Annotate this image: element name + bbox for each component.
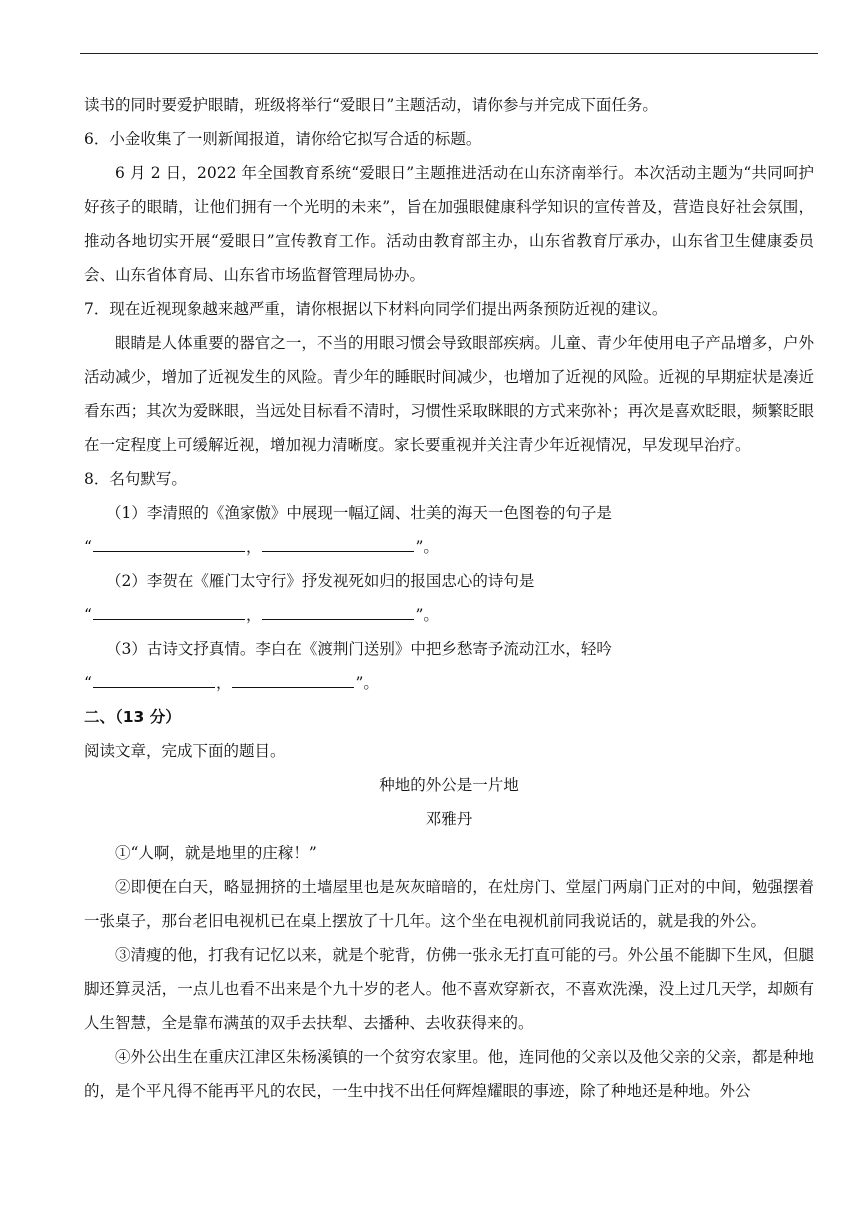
article-paragraph-2: ②即便在白天，略显拥挤的土墙屋里也是灰灰暗暗的，在灶房门、堂屋门两扇门正对的中间，勉强摆着一张桌子，那台老旧电视机已在桌上摆放了十几年。这个坐在电视机前同我说话的，就是我的外公。	[84, 878, 814, 930]
open-quote: “	[84, 538, 92, 556]
header-rule	[80, 53, 818, 54]
article-paragraph-4: ④外公出生在重庆江津区朱杨溪镇的一个贫穷农家里。他，连同他的父亲以及他父亲的父亲，都是种地的，是个平凡得不能再平凡的农民，一生中找不出任何辉煌耀眼的事迹，除了种地还是种地。外公	[84, 1048, 814, 1100]
comma: ，	[245, 538, 262, 556]
comma: ，	[245, 606, 262, 624]
close-quote: ”。	[415, 606, 439, 624]
answer-blank[interactable]	[262, 550, 414, 552]
answer-blank[interactable]	[93, 550, 245, 552]
article-title: 种地的外公是一片地	[379, 776, 519, 794]
article-author: 邓雅丹	[425, 810, 473, 828]
question-8-answer-3	[84, 666, 814, 700]
open-quote: “	[84, 606, 92, 624]
question-8-item-1: （1）李清照的《渔家傲》中展现一幅辽阔、壮美的海天一色图卷的句子是	[106, 504, 612, 522]
question-7-passage: 眼睛是人体重要的器官之一，不当的用眼习惯会导致眼部疾病。儿童、青少年使用电子产品增多，户外活动减少，增加了近视发生的风险。青少年的睡眠时间减少，也增加了近视的风险。近视的早期症状是凑近看东西；其次为爱眯眼，当远处目标看不清时，习惯性采取眯眼的方式来弥补；再次是喜欢眨眼，频繁眨眼在一定程度上可缓解近视，增加视力清晰度。家长要重视并关注青少年近视情况，早发现早治疗。	[84, 334, 814, 454]
close-quote: ”。	[355, 674, 379, 692]
comma: ，	[215, 674, 232, 692]
intro-text: 读书的同时要爱护眼睛，班级将举行“爱眼日”主题活动，请你参与并完成下面任务。	[84, 96, 658, 114]
question-8-item-2: （2）李贺在《雁门太守行》抒发视死如归的报国忠心的诗句是	[106, 572, 535, 590]
question-6-prompt: 6．小金收集了一则新闻报道，请你给它拟写合适的标题。	[84, 130, 482, 148]
answer-blank[interactable]	[232, 686, 354, 688]
article-paragraph-1: ①“人啊，就是地里的庄稼！”	[115, 844, 317, 862]
answer-blank[interactable]	[93, 686, 215, 688]
answer-blank[interactable]	[93, 618, 245, 620]
question-8-answer-1	[84, 530, 814, 564]
article-paragraph-3: ③清瘦的他，打我有记忆以来，就是个驼背，仿佛一张永无打直可能的弓。外公虽不能脚下生风，但腿脚还算灵活，一点儿也看不出来是个九十岁的老人。他不喜欢穿新衣，不喜欢洗澡，没上过几天学，却颇有人生智慧，全是靠布满茧的双手去扶犁、去播种、去收获得来的。	[84, 946, 814, 1032]
open-quote: “	[84, 674, 92, 692]
question-6-passage: 6 月 2 日，2022 年全国教育系统“爱眼日”主题推进活动在山东济南举行。本次活动主题为“共同呵护好孩子的眼睛，让他们拥有一个光明的未来”，旨在加强眼健康科学知识的宣传普及，营造良好社会氛围，推动各地切实开展“爱眼日”宣传教育工作。活动由教育部主办，山东省教育厅承办，山东省卫生健康委员会、山东省体育局、山东省市场监督管理局协办。	[84, 164, 814, 284]
question-8-answer-2	[84, 598, 814, 632]
section-2-heading: 二、（13 分）	[84, 708, 181, 726]
answer-blank[interactable]	[262, 618, 414, 620]
question-8-prompt: 8．名句默写。	[84, 470, 187, 488]
section-2-instruction: 阅读文章，完成下面的题目。	[84, 742, 286, 760]
question-7-prompt: 7．现在近视现象越来越严重，请你根据以下材料向同学们提出两条预防近视的建议。	[84, 300, 668, 318]
question-8-item-3: （3）古诗文抒真情。李白在《渡荆门送别》中把乡愁寄予流动江水，轻吟	[106, 640, 612, 658]
close-quote: ”。	[415, 538, 439, 556]
document-body	[84, 88, 814, 1108]
